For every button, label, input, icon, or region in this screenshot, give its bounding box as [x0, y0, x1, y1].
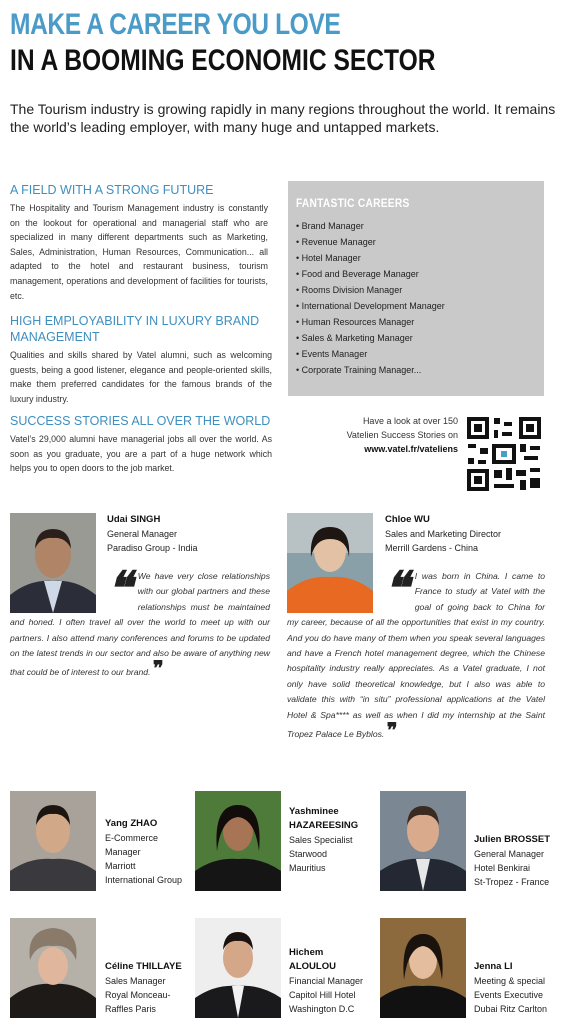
qr-caption-line2: Vatelien Success Stories on [346, 430, 458, 440]
alumni-card-celine-thillaye [105, 960, 182, 1016]
section-title-future: A FIELD WITH A STRONG FUTURE [10, 183, 214, 197]
qr-caption [330, 414, 458, 456]
person-detail: Mauritius [289, 863, 326, 873]
udai-singh-info [107, 513, 277, 555]
person-detail: St-Tropez - France [474, 877, 550, 887]
alumni-card-julien-brosset [474, 833, 550, 889]
person-detail: Starwood [289, 849, 328, 859]
person-detail: Capitol Hill Hotel [289, 990, 356, 1000]
chloe-wu-quote [287, 561, 545, 743]
person-role: Sales and Marketing Director [385, 529, 502, 539]
person-detail: Dubai Ritz Carlton [474, 1004, 548, 1014]
person-detail: Hotel Benkirai [474, 863, 531, 873]
close-quote-icon: ❞ [152, 656, 164, 681]
person-detail: Sales Specialist [289, 835, 353, 845]
quote-text: We have very close relationships with our global partners and these relationships must be maintained and honed. I often travel all over the world to meet up with our partners. I also attend many conferences and forums to be updated on the latest trends in our sector and also be aware of anything new that could be of interest to our brand. [10, 571, 270, 678]
career-item: • Events Manager [296, 346, 445, 362]
yashminee-hazareesing-photo [195, 791, 281, 891]
person-detail: Raffles Paris [105, 1004, 156, 1014]
lead-paragraph: The Tourism industry is growing rapidly in many regions throughout the world. It remains the world’s leading employer, with many huge and untapped markets. [10, 101, 556, 135]
career-item: • Sales & Marketing Manager [296, 330, 445, 346]
person-detail: Meeting & special [474, 976, 546, 986]
julien-brosset-photo [380, 791, 466, 891]
career-item: • Brand Manager [296, 218, 445, 234]
person-company: Paradiso Group - India [107, 543, 198, 553]
yang-zhao-photo [10, 791, 96, 891]
careers-title: FANTASTIC CAREERS [296, 196, 410, 210]
alumni-card-yashminee-hazareesing [289, 805, 358, 875]
vateliens-link[interactable]: www.vatel.fr/vateliens [364, 444, 458, 454]
close-quote-icon: ❞ [386, 718, 398, 743]
person-detail: Financial Manager [289, 976, 364, 986]
headline-line-1: MAKE A CAREER YOU LOVE [10, 8, 341, 41]
person-detail: Washington D.C [289, 1004, 355, 1014]
person-name: Céline THILLAYE [105, 961, 182, 972]
career-item: • Rooms Division Manager [296, 282, 445, 298]
headline-line-2: IN A BOOMING ECONOMIC SECTOR [10, 44, 436, 77]
person-detail: E-Commerce [105, 833, 159, 843]
person-detail: Marriott [105, 861, 136, 871]
career-item: • Human Resources Manager [296, 314, 445, 330]
person-role: General Manager [107, 529, 178, 539]
person-name: Udai SINGH [107, 514, 161, 525]
section-body-success: Vatel’s 29,000 alumni have managerial jobs all over the world. As soon as you graduate, you are a part of a huge network which helps you to open doors to the job market. [10, 434, 272, 474]
qr-caption-line1: Have a look at over 150 [362, 416, 458, 426]
person-detail: Manager [105, 847, 141, 857]
quote-text: I was born in China. I came to France to study at Vatel with the goal of going back to China for my career, because of all the opportunities that exist in my country. And you do have many of them when you speak several languages and have a French hotel management degree, which the Chinese hospitality industry really appreciates. As a Vatel graduate, I not only have solid theoretical knowledge, but I also was able to validate this with “in situ” professional applications at the Vatel Hotel & Spa**** as well as when I did my internship at the Saint Tropez Palace Le Byblos. [287, 571, 545, 740]
open-quote-icon: ❝ [384, 561, 409, 615]
hichem-aloulou-photo [195, 918, 281, 1018]
alumni-card-jenna-li [474, 960, 547, 1016]
person-detail: General Manager [474, 849, 545, 859]
jenna-li-photo [380, 918, 466, 1018]
person-detail: Royal Monceau- [105, 990, 171, 1000]
person-detail: International Group [105, 875, 183, 885]
open-quote-icon: ❝ [107, 561, 132, 615]
chloe-wu-info [385, 513, 555, 555]
celine-thillaye-photo [10, 918, 96, 1018]
career-item: • International Development Manager [296, 298, 445, 314]
person-name: HAZAREESING [289, 820, 359, 831]
career-item: • Corporate Training Manager... [296, 362, 445, 378]
alumni-card-yang-zhao [105, 817, 182, 887]
person-name: Jenna LI [474, 961, 513, 972]
section-body-future: The Hospitality and Tourism Management industry is constantly on the lookout for operational and managerial staff who are specialized in many different departments such as Marketing, Sales, Administration, Human Resources, Communication... all adapted to the hotel and restaurant business, tourism management, operations and development of facilities for tourists, etc. [10, 203, 268, 301]
section-title-luxury: HIGH EMPLOYABILITY IN LUXURY BRAND MANAGEMENT [10, 314, 260, 344]
careers-list [296, 218, 445, 378]
person-name: Hichem [289, 947, 324, 958]
section-title-success: SUCCESS STORIES ALL OVER THE WORLD [10, 414, 271, 428]
person-company: Merrill Gardens - China [385, 543, 479, 553]
person-name: ALOULOU [289, 961, 336, 972]
person-detail: Sales Manager [105, 976, 166, 986]
career-item: • Food and Beverage Manager [296, 266, 445, 282]
alumni-card-hichem-aloulou [289, 946, 363, 1016]
career-item: • Hotel Manager [296, 250, 445, 266]
person-detail: Events Executive [474, 990, 544, 1000]
qr-code-icon[interactable] [464, 414, 544, 494]
udai-singh-quote [10, 561, 270, 681]
career-item: • Revenue Manager [296, 234, 445, 250]
person-name: Yashminee [289, 806, 339, 817]
person-name: Yang ZHAO [105, 818, 158, 829]
person-name: Chloe WU [385, 514, 430, 525]
section-body-luxury: Qualities and skills shared by Vatel alumni, such as welcoming guests, being a good listener, elegance and people-oriented skills, make them preferred candidates for the famous brands of the luxury industry. [10, 350, 272, 404]
person-name: Julien BROSSET [474, 834, 551, 845]
